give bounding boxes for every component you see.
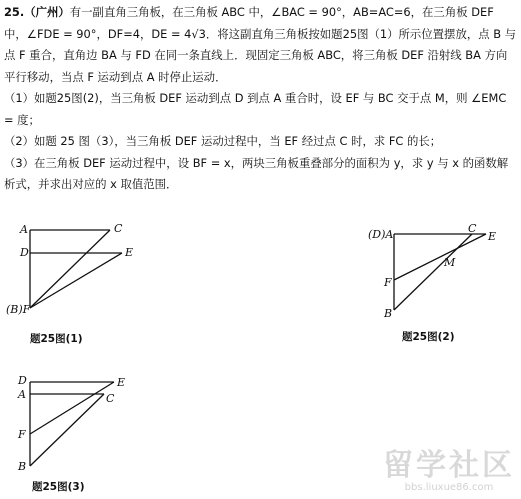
- watermark: [383, 450, 515, 493]
- problem-text: [4, 2, 518, 196]
- fig2-caption: 题25图(2): [402, 331, 455, 343]
- fig3-side-bc: [30, 394, 104, 466]
- fig1-side-ef: [30, 253, 122, 308]
- question-part-1: （1）如题25图(2)，当三角板 DEF 运动到点 D 到点 A 重合时，设 EF 与 BC 交于点 M，则 ∠EMC = 度；: [4, 91, 507, 127]
- watermark-logo: 留学社区: [383, 448, 515, 483]
- fig1-label-c: C: [114, 222, 123, 235]
- problem-intro: [4, 2, 518, 88]
- fig1-side-bc: [30, 230, 110, 308]
- question-part-2: （2）如题 25 图（3），当三角板 DEF 运动过程中，当 EF 经过点 C 时，求 FC 的长；: [4, 134, 442, 148]
- question-part-3: （3）在三角板 DEF 运动过程中，设 BF = x，两块三角板重叠部分的面积为 y，求 y 与 x 的函数解析式，并求出对应的 x 取值范围．: [4, 155, 509, 191]
- problem-statement: 有一副直角三角板，在三角板 ABC 中，∠BAC = 90°，AB=AC=6，在三角板 DEF 中，∠FDE = 90°，DF=4，DE = 4√3．将这副直角三角板按如题25图（1）所示位置摆放，点 B 与点 F 重合，直角边 BA 与 FD 在同一条直线上．现固定三角板 ABC，将三角板 DEF 沿射线 BA 方向平行移动，当点 F 运动到点 A 时停止运动．: [4, 5, 517, 84]
- fig2-label-m: M: [444, 256, 456, 269]
- fig2-side-bc: [394, 234, 472, 310]
- fig3-side-ef: [30, 382, 114, 434]
- fig2-label-b: B: [384, 307, 393, 320]
- fig2-side-ef: [394, 234, 486, 280]
- fig3-label-a: A: [18, 388, 26, 401]
- figure-1: [4, 222, 134, 350]
- figure-3: [4, 370, 134, 498]
- fig3-label-d: D: [18, 374, 27, 387]
- fig1-label-bf: (B)F: [6, 303, 31, 316]
- fig1-label-e: E: [125, 246, 134, 259]
- fig1-caption: 题25图(1): [30, 333, 83, 345]
- fig1-label-a: A: [20, 223, 28, 236]
- fig3-label-b: B: [18, 460, 27, 473]
- fig2-label-c: C: [468, 222, 477, 235]
- fig2-label-e: E: [488, 230, 497, 243]
- fig2-label-f: F: [384, 276, 392, 289]
- problem-source: （广州）: [24, 5, 70, 19]
- fig3-label-e: E: [117, 376, 126, 389]
- fig3-label-c: C: [106, 392, 115, 405]
- fig3-caption: 题25图(3): [32, 481, 85, 493]
- fig3-label-f: F: [18, 428, 26, 441]
- fig1-label-d: D: [20, 246, 29, 259]
- watermark-url: bbs.liuxue86.com: [404, 482, 494, 493]
- figure-2: [368, 222, 508, 350]
- problem-number: 25.: [4, 5, 25, 19]
- fig2-label-da: (D)A: [368, 228, 394, 241]
